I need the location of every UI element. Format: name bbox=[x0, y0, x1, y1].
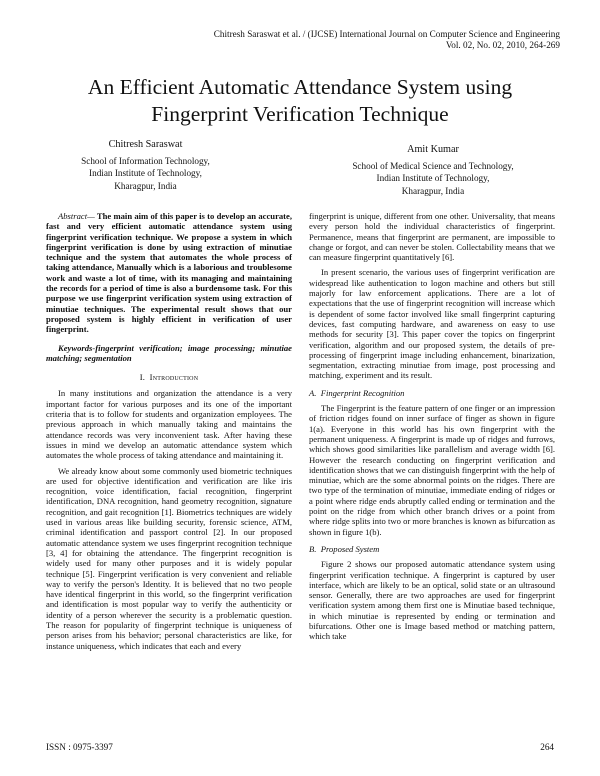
abstract bbox=[46, 211, 292, 335]
author-affiliation-line: Indian Institute of Technology, bbox=[89, 168, 202, 178]
author-affiliation-line: Kharagpur, India bbox=[401, 185, 465, 196]
section-heading-introduction: I. Introduction bbox=[139, 372, 199, 383]
title-line-2: Fingerprint Verification Technique bbox=[151, 102, 449, 127]
paper-title bbox=[30, 74, 570, 128]
header-volume-line: Vol. 02, No. 02, 2010, 264-269 bbox=[445, 40, 560, 50]
subsection-heading-fingerprint-recognition: A. Fingerprint Recognition bbox=[309, 387, 405, 398]
author-name: Chitresh Saraswat bbox=[108, 139, 183, 150]
paragraph: In present scenario, the various uses of fingerprint verification are widespread like authentication to logon machine and others but still majorly for law enforcement applications. There are a lot of expectations that the use of fingerprint recognition will increase which is dependent of some factor involved like small fingerprint capturing devices, fast computing hardware, and awareness on easy to use methods for security [3]. This paper cover the topics on fingerprint verification, algorithm and our proposed system, the details of pre-processing of fingerprint image including enhancement, binarization, segmentation, extracting minutiae from image, post processing and matching, experiment and its result. bbox=[309, 267, 555, 381]
author-block-1 bbox=[48, 139, 243, 192]
footer-issn: ISSN : 0975-3397 bbox=[46, 742, 113, 752]
keywords: Keywords-fingerprint verification; image processing; minutiae matching; segmentation bbox=[46, 342, 292, 363]
abstract-label: Abstract— bbox=[58, 211, 95, 221]
author-affiliation-line: Indian Institute of Technology, bbox=[376, 173, 490, 183]
paragraph: The Fingerprint is the feature pattern of one finger or an impression of friction ridges found on inner surface of finger as shown in figure 1(a). Everyone in this world has his own fingerprint with the permanent uniqueness. A fingerprint is made up of ridges and furrows, which shows good similarities like parallelism and average width [6]. However the research conducting on fingerprint verification and identification shows that we can distinguish fingerprint with the help of minutiae, which are the some abnormal points on the ridges. There are two type of the termination of minutiae, immediate ending of ridges or a point where ridge ends abruptly called ending or termination and the point on the ridge from which other branch drives or a point from where ridge splits into two or more branches is known as bifurcation as shown in figure 1(b). bbox=[309, 403, 555, 537]
header-journal-line: Chitresh Saraswat et al. / (IJCSE) International Journal on Computer Science and Engineering bbox=[213, 29, 560, 39]
footer-page-number: 264 bbox=[540, 742, 554, 752]
paragraph: In many institutions and organization the attendance is a very important factor for various purposes and its one of the important criteria that is to follow for students and organization employees. The previous approach in which manually taking and maintains the attendance records was very inconvenient task. After having these issues in mind we develop an automatic attendance system which automates the whole process of taking attendance and maintaining it. bbox=[46, 388, 292, 461]
paragraph: We already know about some commonly used biometric techniques are used for objective identification and verification are like iris recognition, voice identification, facial recognition, fingerprint identification, DNA recognition, hand geometry recognition, signature recognition, and gait recognition [1]. Biometrics techniques are widely used in various areas like building security, forensic science, ATM, criminal identification and passport control [2]. In our proposed automatic attendance system we uses fingerprint recognition technique [3, 4] for obtaining the attendance. The fingerprint recognition is widely used for many other purposes and it is widely popular technique [5]. Fingerprint verification is very convenient and reliable way to verify the person's Identity. It is believed that no two people have identical fingerprint in this world, so the fingerprint verification and identification is most popular way to verify the authenticity or identity of a person wherever the security is a problematic question. The reason for popularity of fingerprint technique is uniqueness of person arises from his behavior; personal characteristics are like, for instance uniqueness, which indicates that each and every bbox=[46, 465, 292, 651]
running-header bbox=[40, 29, 560, 51]
left-column bbox=[46, 211, 292, 651]
author-affiliation-line: School of Medical Science and Technology, bbox=[352, 160, 514, 171]
author-affiliation-line: Kharagpur, India bbox=[114, 180, 177, 191]
paragraph: fingerprint is unique, different from one other. Universality, that means every person hold the individual characteristics of fingerprint. Permanence, means that fingerprint are permanent, are impossible to change or forgot, and can never be stolen. Collectability means that we can measure fingerprint quantitatively [6]. bbox=[309, 211, 555, 263]
abstract-text: The main aim of this paper is to develop an accurate, fast and very efficient automatic attendance system using fingerprint verification technique. We propose a system in which fingerprint verification is done by using extraction of minutiae technique and the system that automates the whole process of taking attendance, Manually which is a laborious and troublesome work and waste a lot of time, with its managing and maintaining the records for a period of time is also a burdensome task. For this purpose we use fingerprint verification system using extraction of minutiae techniques. The experimental result shows that our proposed system is highly efficient in verification of user fingerprint. bbox=[46, 211, 292, 335]
author-block-2 bbox=[308, 144, 558, 197]
title-line-1: An Efficient Automatic Attendance System using bbox=[87, 75, 513, 100]
right-column bbox=[309, 211, 555, 642]
paragraph: Figure 2 shows our proposed automatic attendance system using fingerprint verification technique. A fingerprint is captured by user interface, which are likely to be an optical, solid state or an ultrasound sensor. Generally, there are two approaches are used for fingerprint verification system among them first one is Minutiae based technique, in which minutiae is represented by ending or termination and bifurcations. Other one is Image based method or matching pattern, which take bbox=[309, 559, 555, 642]
author-affiliation-line: School of Information Technology, bbox=[81, 155, 210, 166]
subsection-heading-proposed-system: B. Proposed System bbox=[309, 543, 380, 554]
author-name: Amit Kumar bbox=[407, 144, 459, 155]
